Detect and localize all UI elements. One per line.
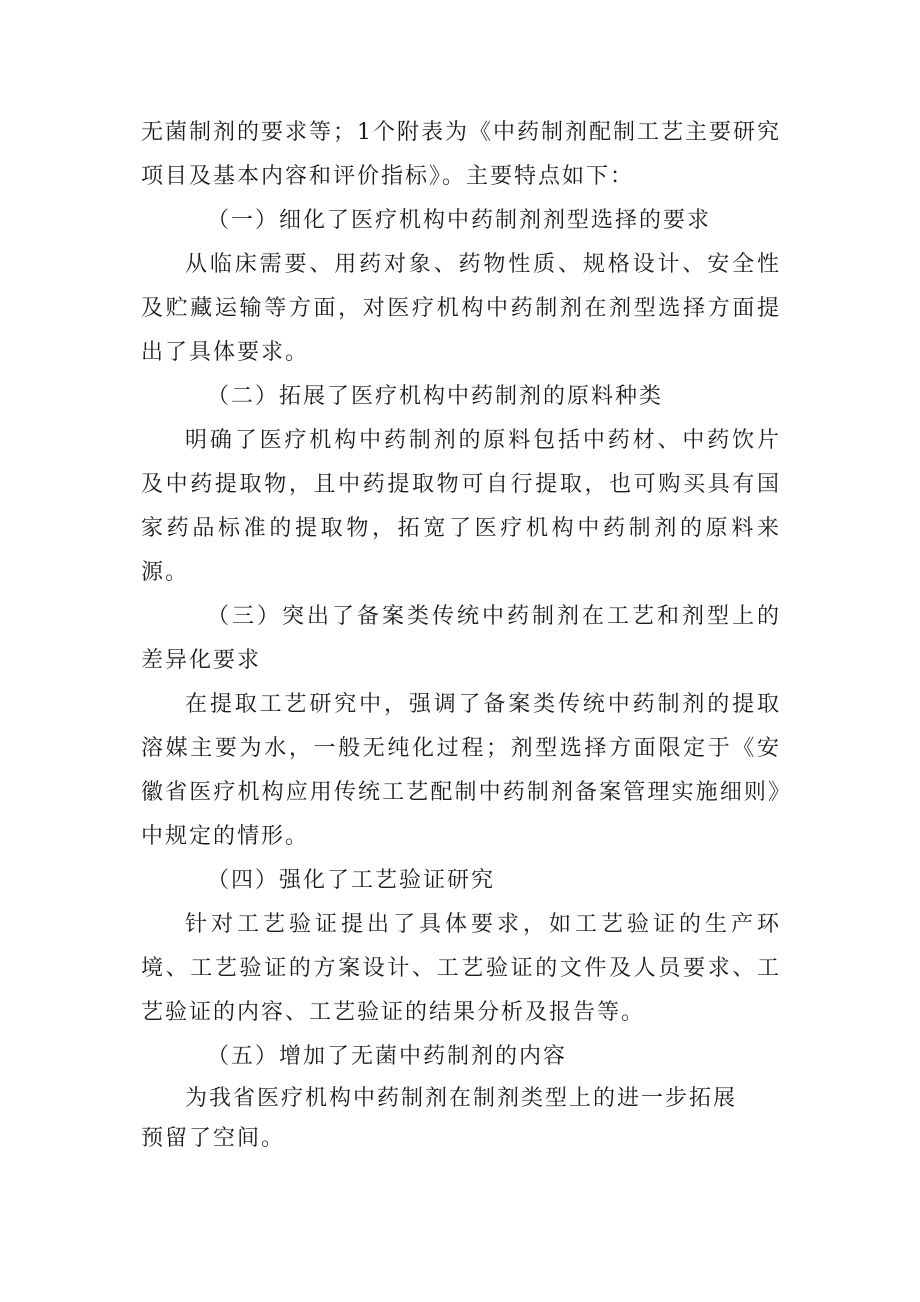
paragraph-traditional-process: 在提取工艺研究中，强调了备案类传统中药制剂的提取溶媒主要为水，一般无纯化过程；剂型选择方面限定于《安徽省医疗机构应用传统工艺配制中药制剂备案管理实施细则》中规定的情形。 bbox=[141, 692, 781, 849]
section-heading-1: （一）细化了医疗机构中药制剂剂型选择的要求 bbox=[207, 208, 712, 233]
paragraph-intro-continued: 无菌制剂的要求等；1个附表为《中药制剂配制工艺主要研究项目及基本内容和评价指标》。主要特点如下： bbox=[141, 120, 781, 189]
document-body bbox=[141, 111, 781, 1159]
paragraph-sterile-preparations: 为我省医疗机构中药制剂在制剂类型上的进一步拓展 bbox=[185, 1086, 738, 1111]
paragraph-sterile-continuation: 预留了空间。 bbox=[141, 1126, 286, 1151]
section-heading-5: （五）增加了无菌中药制剂的内容 bbox=[207, 1044, 568, 1069]
section-heading-4: （四）强化了工艺验证研究 bbox=[207, 868, 496, 893]
paragraph-raw-materials: 明确了医疗机构中药制剂的原料包括中药材、中药饮片及中药提取物，且中药提取物可自行提取，也可购买具有国家药品标准的提取物，拓宽了医疗机构中药制剂的原料来源。 bbox=[141, 428, 781, 585]
paragraph-process-validation: 针对工艺验证提出了具体要求，如工艺验证的生产环境、工艺验证的方案设计、工艺验证的文件及人员要求、工艺验证的内容、工艺验证的结果分析及报告等。 bbox=[141, 912, 781, 1025]
section-heading-3: （三）突出了备案类传统中药制剂在工艺和剂型上的差异化要求 bbox=[141, 604, 781, 673]
section-heading-2: （二）拓展了医疗机构中药制剂的原料种类 bbox=[207, 384, 664, 409]
paragraph-dosage-form: 从临床需要、用药对象、药物性质、规格设计、安全性及贮藏运输等方面，对医疗机构中药制剂在剂型选择方面提出了具体要求。 bbox=[141, 252, 781, 365]
